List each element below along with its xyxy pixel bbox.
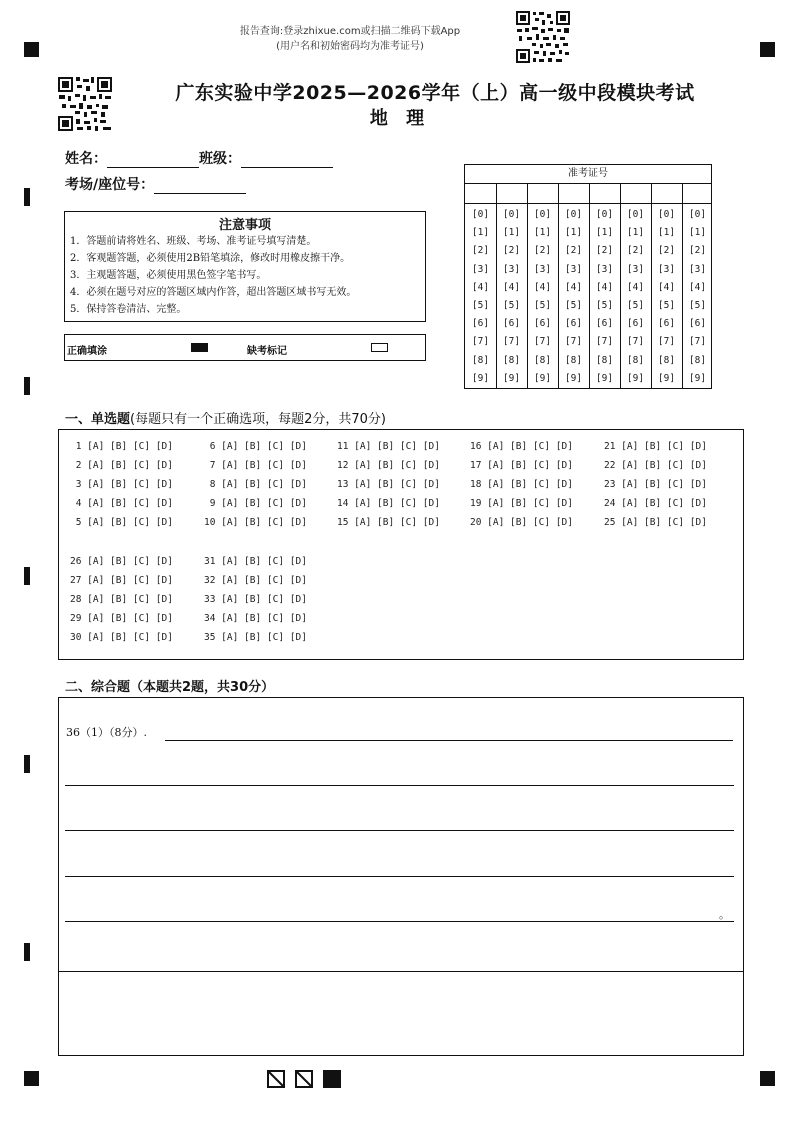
mcq-question (204, 613, 307, 624)
mcq-question-number: 17 (470, 460, 482, 471)
exam-id-bubble[interactable]: [9] (564, 372, 583, 384)
notice-item: 2．客观题答题，必须使用2B铅笔填涂，修改时用橡皮擦干净。 (70, 253, 351, 264)
mcq-option-bubbles[interactable]: [A] [B] [C] [D] (215, 479, 307, 490)
exam-id-bubble[interactable]: [4] (688, 281, 707, 293)
mcq-option-bubbles[interactable]: [A] [B] [C] [D] (215, 441, 307, 452)
notice-item: 3．主观题答题，必须使用黑色签字笔书写。 (70, 270, 267, 281)
mcq-question (470, 498, 573, 509)
corner-mark-top-right (760, 42, 775, 57)
mcq-option-bubbles[interactable]: [A] [B] [C] [D] (81, 632, 173, 643)
exam-id-bubble[interactable]: [0] (502, 209, 521, 220)
exam-id-bubble[interactable]: [4] (657, 281, 676, 293)
section1-note: (每题只有一个正确选项，每题2分，共70分) (130, 412, 386, 427)
exam-id-bubble[interactable]: [7] (564, 336, 583, 348)
mcq-option-bubbles[interactable]: [A] [B] [C] [D] (348, 479, 440, 490)
exam-id-bubble[interactable]: [1] (688, 227, 707, 239)
exam-id-bubble[interactable]: [4] (471, 281, 490, 293)
exam-subject: 地 理 (369, 108, 431, 129)
correct-fill-sample (191, 343, 208, 352)
mcq-question (70, 613, 173, 624)
exam-id-bubble[interactable]: [4] (564, 281, 583, 293)
timing-mark (24, 377, 30, 395)
mcq-question-number: 11 (337, 441, 349, 452)
seat-row (65, 174, 246, 194)
exam-id-bubble[interactable]: [9] (626, 372, 645, 384)
mcq-option-bubbles[interactable]: [A] [B] [C] [D] (81, 517, 173, 528)
mcq-question (204, 575, 307, 586)
exam-id-bubble[interactable]: [8] (626, 354, 645, 366)
mcq-option-bubbles[interactable]: [A] [B] [C] [D] (481, 460, 573, 471)
mcq-question (604, 517, 707, 528)
mcq-question (604, 498, 707, 509)
mcq-option-bubbles[interactable]: [A] [B] [C] [D] (81, 556, 173, 567)
exam-id-column (620, 206, 651, 388)
mcq-question-number: 9 (204, 498, 216, 509)
mcq-question-number: 24 (604, 498, 616, 509)
timing-mark (24, 567, 30, 585)
mcq-option-bubbles[interactable]: [A] [B] [C] [D] (81, 498, 173, 509)
exam-id-bubble[interactable]: [2] (595, 245, 614, 257)
mcq-question-number: 18 (470, 479, 482, 490)
mcq-question (604, 460, 707, 471)
exam-id-bubble[interactable]: [5] (564, 299, 583, 311)
exam-id-column (465, 206, 496, 388)
exam-id-write-row (465, 184, 711, 204)
exam-id-bubble[interactable]: [2] (657, 245, 676, 257)
exam-id-bubble[interactable]: [0] (471, 209, 490, 220)
section1-title (65, 408, 386, 427)
exam-id-bubble[interactable]: [2] (626, 245, 645, 257)
correct-fill-label: 正确填涂 (67, 346, 107, 357)
mcq-question (337, 460, 440, 471)
exam-id-bubble[interactable]: [1] (595, 227, 614, 239)
exam-id-bubble[interactable]: [9] (471, 372, 490, 384)
mcq-question (70, 517, 173, 528)
mcq-question-number: 14 (337, 498, 349, 509)
mcq-question-number: 7 (204, 460, 216, 471)
exam-id-bubble[interactable]: [0] (688, 209, 707, 220)
exam-id-column (651, 206, 682, 388)
exam-id-bubble[interactable]: [2] (533, 245, 552, 257)
mcq-option-bubbles[interactable]: [A] [B] [C] [D] (81, 479, 173, 490)
exam-id-bubble[interactable]: [5] (533, 299, 552, 311)
exam-id-bubble[interactable]: [4] (502, 281, 521, 293)
mcq-question (337, 441, 440, 452)
section2-title: 二、综合题（本题共2题，共30分） (65, 680, 275, 695)
exam-id-bubble[interactable]: [3] (595, 263, 614, 275)
exam-id-bubble[interactable]: [7] (502, 336, 521, 348)
notice-item: 4．必须在题号对应的答题区域内作答，超出答题区域书写无效。 (70, 287, 357, 298)
answer-line[interactable] (65, 921, 734, 922)
mcq-question (70, 632, 173, 643)
mcq-question (70, 498, 173, 509)
notice-item: 1．答题前请将姓名、班级、考场、准考证号填写清楚。 (70, 236, 317, 247)
exam-id-column (496, 206, 527, 388)
mcq-question-number: 6 (204, 441, 216, 452)
qr-code-left (57, 76, 113, 132)
exam-id-bubble[interactable]: [0] (564, 209, 583, 220)
notice-item: 5．保持答卷清洁、完整。 (70, 304, 187, 315)
mcq-option-bubbles[interactable]: [A] [B] [C] [D] (481, 479, 573, 490)
exam-id-bubble[interactable]: [0] (657, 209, 676, 220)
exam-id-bubble[interactable]: [1] (533, 227, 552, 239)
mcq-question (470, 479, 573, 490)
mcq-question-number: 12 (337, 460, 349, 471)
exam-id-bubble[interactable]: [3] (564, 263, 583, 275)
mcq-option-bubbles[interactable]: [A] [B] [C] [D] (615, 460, 707, 471)
mcq-option-bubbles[interactable]: [A] [B] [C] [D] (215, 498, 307, 509)
mcq-option-bubbles[interactable]: [A] [B] [C] [D] (215, 575, 307, 586)
mcq-option-bubbles[interactable]: [A] [B] [C] [D] (81, 441, 173, 452)
exam-id-bubble[interactable]: [2] (502, 245, 521, 257)
exam-id-bubble[interactable]: [8] (564, 354, 583, 366)
mcq-option-bubbles[interactable]: [A] [B] [C] [D] (81, 594, 173, 605)
exam-id-bubble[interactable]: [7] (471, 336, 490, 348)
page-mark-hatched (267, 1070, 285, 1088)
mcq-question (337, 479, 440, 490)
mcq-option-bubbles[interactable]: [A] [B] [C] [D] (215, 517, 307, 528)
mcq-question-number: 28 (70, 594, 82, 605)
exam-id-column (589, 206, 620, 388)
exam-id-bubble[interactable]: [3] (688, 263, 707, 275)
exam-id-bubble[interactable]: [8] (533, 354, 552, 366)
mcq-option-bubbles[interactable]: [A] [B] [C] [D] (81, 460, 173, 471)
page-mark-hatched (295, 1070, 313, 1088)
mcq-question (470, 441, 573, 452)
exam-id-bubble[interactable]: [1] (626, 227, 645, 239)
mcq-question-number: 20 (470, 517, 482, 528)
mcq-question (204, 441, 307, 452)
mcq-option-bubbles[interactable]: [A] [B] [C] [D] (215, 613, 307, 624)
mcq-question (204, 556, 307, 567)
exam-id-bubble[interactable]: [9] (595, 372, 614, 384)
mcq-question-number: 16 (470, 441, 482, 452)
exam-id-bubble[interactable]: [6] (657, 318, 676, 330)
exam-id-bubble[interactable]: [6] (688, 318, 707, 330)
exam-id-column (682, 206, 713, 388)
absent-mark-checkbox[interactable] (371, 343, 388, 352)
mcq-question-number: 27 (70, 575, 82, 586)
answer-line[interactable] (65, 785, 734, 786)
exam-id-bubble[interactable]: [6] (502, 318, 521, 330)
mcq-question-number: 4 (70, 498, 82, 509)
exam-id-box (464, 164, 712, 389)
exam-id-bubble[interactable]: [9] (533, 372, 552, 384)
mcq-question (604, 479, 707, 490)
q36-label: 36（1）（8分）. (66, 726, 147, 739)
mcq-question (70, 441, 173, 452)
exam-id-bubble[interactable]: [7] (595, 336, 614, 348)
exam-id-column (558, 206, 589, 388)
mcq-question (204, 632, 307, 643)
exam-id-bubble[interactable]: [7] (533, 336, 552, 348)
exam-id-bubble[interactable]: [0] (533, 209, 552, 220)
class-field[interactable] (241, 153, 333, 168)
mcq-question-number: 19 (470, 498, 482, 509)
mcq-question-number: 3 (70, 479, 82, 490)
exam-id-bubble[interactable]: [9] (502, 372, 521, 384)
exam-id-bubble[interactable]: [5] (626, 299, 645, 311)
exam-id-bubble[interactable]: [7] (688, 336, 707, 348)
mcq-question-number: 34 (204, 613, 216, 624)
mcq-question (204, 479, 307, 490)
mcq-question-number: 29 (70, 613, 82, 624)
mcq-question (204, 517, 307, 528)
timing-mark (24, 943, 30, 961)
exam-id-bubble[interactable]: [7] (626, 336, 645, 348)
timing-mark (24, 755, 30, 773)
exam-id-bubble[interactable]: [5] (657, 299, 676, 311)
exam-id-bubble[interactable]: [8] (595, 354, 614, 366)
exam-id-bubble[interactable]: [6] (595, 318, 614, 330)
mcq-question (70, 575, 173, 586)
corner-mark-bottom-right (760, 1071, 775, 1086)
fill-legend-box (64, 334, 426, 361)
mcq-question (204, 594, 307, 605)
mcq-question-number: 25 (604, 517, 616, 528)
corner-mark-bottom-left (24, 1071, 39, 1086)
exam-id-bubble[interactable]: [3] (533, 263, 552, 275)
mcq-option-bubbles[interactable]: [A] [B] [C] [D] (481, 498, 573, 509)
exam-id-bubble[interactable]: [6] (626, 318, 645, 330)
mcq-question-number: 26 (70, 556, 82, 567)
mcq-option-bubbles[interactable]: [A] [B] [C] [D] (348, 498, 440, 509)
exam-id-bubble[interactable]: [5] (595, 299, 614, 311)
mcq-question-number: 21 (604, 441, 616, 452)
mcq-question (204, 498, 307, 509)
mcq-option-bubbles[interactable]: [A] [B] [C] [D] (481, 441, 573, 452)
notice-title: 注意事项 (218, 218, 271, 233)
mcq-option-bubbles[interactable]: [A] [B] [C] [D] (348, 517, 440, 528)
exam-id-bubble[interactable]: [8] (502, 354, 521, 366)
exam-id-bubble[interactable]: [8] (688, 354, 707, 366)
exam-id-bubble[interactable]: [2] (564, 245, 583, 257)
report-hint-line2: (用户名和初始密码均为准考证号) (276, 41, 424, 52)
mcq-question (604, 441, 707, 452)
seat-field[interactable] (154, 179, 246, 194)
exam-id-bubble[interactable]: [9] (657, 372, 676, 384)
mcq-option-bubbles[interactable]: [A] [B] [C] [D] (615, 479, 707, 490)
exam-id-bubble[interactable]: [3] (626, 263, 645, 275)
mcq-option-bubbles[interactable]: [A] [B] [C] [D] (215, 594, 307, 605)
mcq-option-bubbles[interactable]: [A] [B] [C] [D] (615, 498, 707, 509)
exam-id-title: 准考证号 (465, 165, 711, 184)
mcq-question-number: 1 (70, 441, 82, 452)
class-label: 班级： (199, 151, 241, 167)
mcq-question (70, 594, 173, 605)
exam-id-bubble[interactable]: [5] (471, 299, 490, 311)
report-hint-line1: 报告查询:登录zhixue.com或扫描二维码下载App (239, 26, 461, 37)
mcq-question-number: 2 (70, 460, 82, 471)
mcq-question (470, 517, 573, 528)
exam-id-bubble[interactable]: [8] (471, 354, 490, 366)
section2-answer-box (58, 697, 744, 1056)
exam-id-column (527, 206, 558, 388)
timing-mark (24, 188, 30, 206)
mcq-question-number: 8 (204, 479, 216, 490)
mcq-question-number: 32 (204, 575, 216, 586)
exam-id-bubble[interactable]: [5] (688, 299, 707, 311)
mcq-question (204, 460, 307, 471)
mcq-question (70, 556, 173, 567)
exam-id-bubble[interactable]: [1] (564, 227, 583, 239)
mcq-option-bubbles[interactable]: [A] [B] [C] [D] (481, 517, 573, 528)
exam-id-bubble[interactable]: [1] (657, 227, 676, 239)
mcq-question-number: 13 (337, 479, 349, 490)
notice-box (64, 211, 426, 322)
exam-id-bubble[interactable]: [2] (688, 245, 707, 257)
exam-id-bubble[interactable]: [6] (471, 318, 490, 330)
exam-id-bubble[interactable]: [4] (533, 281, 552, 293)
mcq-option-bubbles[interactable]: [A] [B] [C] [D] (615, 441, 707, 452)
name-class-row (65, 148, 333, 168)
absent-mark-label: 缺考标记 (247, 346, 287, 357)
exam-id-bubble[interactable]: [1] (471, 227, 490, 239)
answer-line[interactable] (65, 876, 734, 877)
mcq-question-number: 23 (604, 479, 616, 490)
mcq-question-number: 10 (204, 517, 216, 528)
exam-id-bubble[interactable]: [3] (471, 263, 490, 275)
exam-id-bubble[interactable]: [6] (533, 318, 552, 330)
mcq-question (337, 517, 440, 528)
mcq-option-bubbles[interactable]: [A] [B] [C] [D] (81, 575, 173, 586)
mcq-option-bubbles[interactable]: [A] [B] [C] [D] (348, 460, 440, 471)
report-hint (200, 24, 500, 54)
mcq-option-bubbles[interactable]: [A] [B] [C] [D] (215, 460, 307, 471)
exam-id-bubble[interactable]: [3] (502, 263, 521, 275)
mcq-question (470, 460, 573, 471)
corner-mark-top-left (24, 42, 39, 57)
name-label: 姓名： (65, 151, 107, 167)
section1-answer-box (58, 429, 744, 660)
mcq-option-bubbles[interactable]: [A] [B] [C] [D] (615, 517, 707, 528)
exam-id-bubble[interactable]: [7] (657, 336, 676, 348)
seat-label: 考场/座位号： (65, 177, 155, 193)
exam-id-bubble[interactable]: [2] (471, 245, 490, 257)
mcq-question-number: 15 (337, 517, 349, 528)
exam-id-bubble[interactable]: [4] (595, 281, 614, 293)
page-mark-solid (323, 1070, 341, 1088)
mcq-question-number: 30 (70, 632, 82, 643)
exam-id-bubble[interactable]: [5] (502, 299, 521, 311)
exam-id-bubble[interactable]: [0] (595, 209, 614, 220)
end-mark: 。 (719, 908, 730, 921)
answer-line[interactable] (65, 830, 734, 831)
exam-id-bubble[interactable]: [1] (502, 227, 521, 239)
section1-title-text: 一、单选题 (65, 412, 131, 427)
exam-id-bubble[interactable]: [8] (657, 354, 676, 366)
mcq-option-bubbles[interactable]: [A] [B] [C] [D] (215, 632, 307, 643)
mcq-question (70, 460, 173, 471)
mcq-question-number: 35 (204, 632, 216, 643)
exam-id-bubble[interactable]: [4] (626, 281, 645, 293)
exam-id-bubble[interactable]: [9] (688, 372, 707, 384)
exam-id-bubble[interactable]: [6] (564, 318, 583, 330)
mcq-option-bubbles[interactable]: [A] [B] [C] [D] (215, 556, 307, 567)
name-field[interactable] (107, 153, 199, 168)
mcq-question (337, 498, 440, 509)
qr-code-top (515, 10, 571, 64)
mcq-question-number: 22 (604, 460, 616, 471)
mcq-question-number: 33 (204, 594, 216, 605)
mcq-question-number: 31 (204, 556, 216, 567)
mcq-option-bubbles[interactable]: [A] [B] [C] [D] (348, 441, 440, 452)
q36-answer-line[interactable] (165, 740, 733, 741)
mcq-question (70, 479, 173, 490)
exam-id-bubble[interactable]: [0] (626, 209, 645, 220)
mcq-question-number: 5 (70, 517, 82, 528)
exam-id-bubble[interactable]: [3] (657, 263, 676, 275)
mcq-option-bubbles[interactable]: [A] [B] [C] [D] (81, 613, 173, 624)
exam-title: 广东实验中学2025—2026学年（上）高一级中段模块考试 (175, 82, 695, 104)
section2-divider (59, 971, 743, 972)
